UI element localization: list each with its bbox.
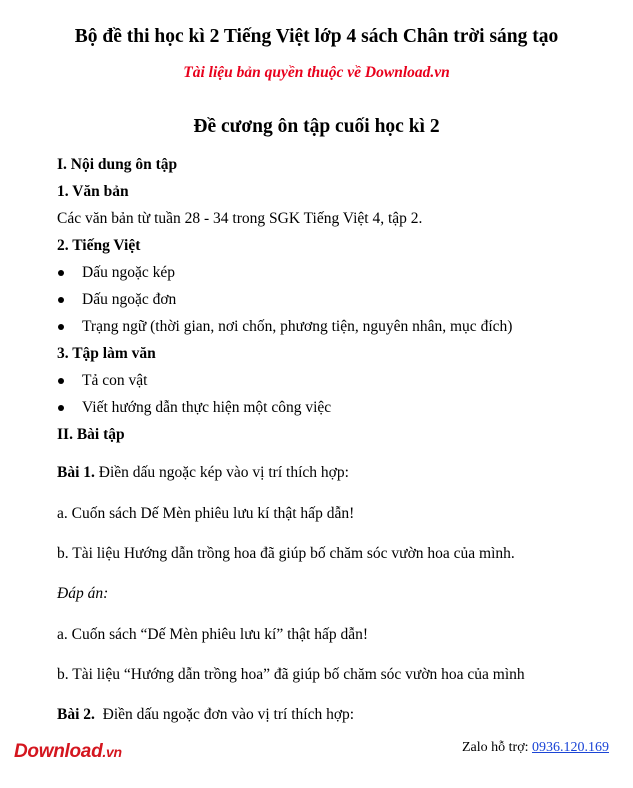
zalo-label: Zalo hỗ trợ: xyxy=(462,740,529,755)
list-item: Viết hướng dẫn thực hiện một công việc xyxy=(82,399,332,416)
sub1-heading: 1. Văn bản xyxy=(57,183,129,200)
logo-suffix: .vn xyxy=(102,744,122,760)
outline-title: Đề cương ôn tập cuối học kì 2 xyxy=(193,116,440,137)
sub2-heading: 2. Tiếng Việt xyxy=(57,237,141,254)
list-item: Trạng ngữ (thời gian, nơi chốn, phương tiện, nguyên nhân, mục đích) xyxy=(82,318,513,335)
bullet-icon xyxy=(58,324,64,330)
exercise2-prompt xyxy=(57,706,354,724)
answer-b: b. Tài liệu “Hướng dẫn trồng hoa” đã giúp bố chăm sóc vườn hoa của mình xyxy=(57,666,525,683)
bullet-icon xyxy=(58,297,64,303)
sub3-heading: 3. Tập làm văn xyxy=(57,345,156,362)
list-item: Dấu ngoặc kép xyxy=(82,264,175,281)
sub1-text: Các văn bản từ tuần 28 - 34 trong SGK Tiếng Việt 4, tập 2. xyxy=(57,210,423,227)
bullet-icon xyxy=(58,378,64,384)
answer-label: Đáp án: xyxy=(57,585,109,602)
zalo-support xyxy=(462,740,609,756)
exercise1-a: a. Cuốn sách Dế Mèn phiêu lưu kí thật hấp dẫn! xyxy=(57,505,355,522)
exercise1-label: Bài 1. xyxy=(57,464,95,481)
exercise1-text: Điền dấu ngoặc kép vào vị trí thích hợp: xyxy=(98,464,349,481)
bullet-icon xyxy=(58,405,64,411)
exercise2-label: Bài 2. xyxy=(57,706,95,723)
exercise1-prompt xyxy=(57,464,349,482)
section1-heading: I. Nội dung ôn tập xyxy=(57,156,178,173)
section2-heading: II. Bài tập xyxy=(57,426,125,443)
exercise1-b: b. Tài liệu Hướng dẫn trồng hoa đã giúp bố chăm sóc vườn hoa của mình. xyxy=(57,545,515,562)
logo-main: Download xyxy=(14,741,103,762)
bullet-icon xyxy=(58,270,64,276)
download-logo[interactable] xyxy=(14,741,122,763)
copyright-notice: Tài liệu bản quyền thuộc về Download.vn xyxy=(183,64,450,81)
list-item: Dấu ngoặc đơn xyxy=(82,291,177,308)
answer-a: a. Cuốn sách “Dế Mèn phiêu lưu kí” thật hấp dẫn! xyxy=(57,626,368,643)
document-title: Bộ đề thi học kì 2 Tiếng Việt lớp 4 sách Chân trời sáng tạo xyxy=(74,26,559,47)
zalo-phone-link[interactable]: 0936.120.169 xyxy=(532,740,609,755)
exercise2-text: Điền dấu ngoặc đơn vào vị trí thích hợp: xyxy=(102,706,355,723)
list-item: Tả con vật xyxy=(82,372,148,389)
